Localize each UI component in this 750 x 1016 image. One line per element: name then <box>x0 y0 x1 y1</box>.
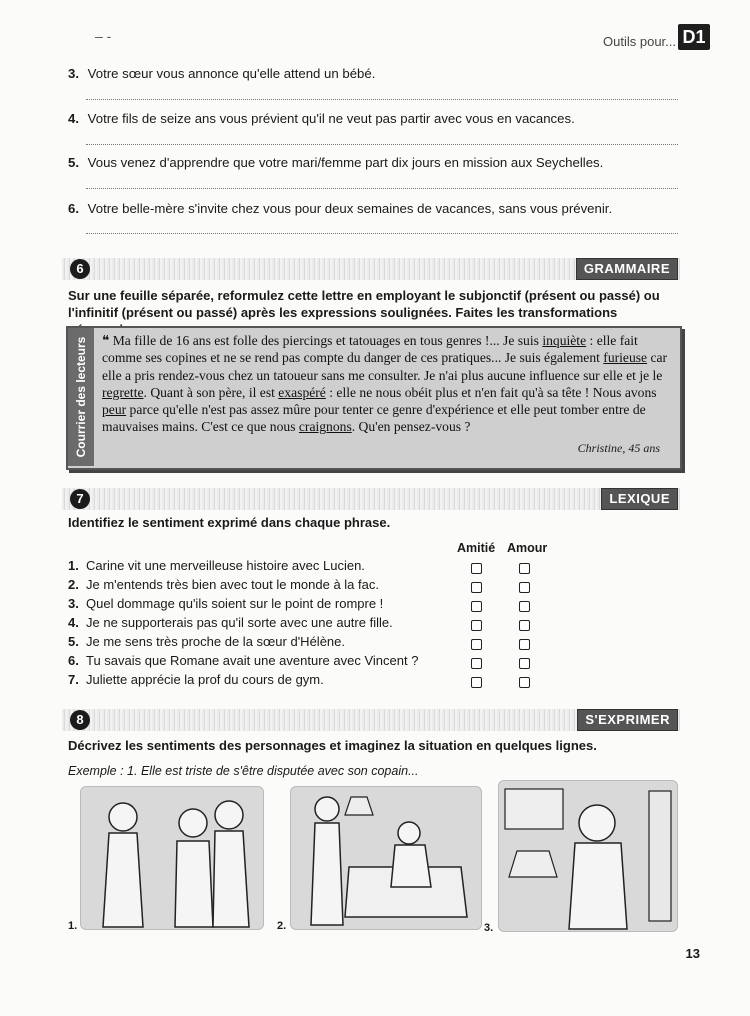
answer-line[interactable] <box>86 233 678 234</box>
underlined-expression: exaspéré <box>278 384 326 400</box>
letter-signature: Christine, 45 ans <box>577 441 660 455</box>
exercise-number-8: 8 <box>70 710 90 730</box>
figure-number: 2. <box>277 920 287 932</box>
question-number: 5. <box>68 155 79 170</box>
question-text: Votre belle-mère s'invite chez vous pour deux semaines de vacances, sans vous prévenir. <box>87 201 613 216</box>
lexique-item <box>68 577 379 592</box>
page-number: 13 <box>685 946 700 961</box>
question-4 <box>68 111 688 126</box>
checkbox-amitie[interactable] <box>471 601 482 612</box>
exercise-7-instruction: Identifiez le sentiment exprimé dans chaque phrase. <box>68 515 391 530</box>
letter-part: . Quant à son père, il est <box>143 384 279 400</box>
item-text: Quel dommage qu'ils soient sur le point de rompre ! <box>86 596 384 611</box>
answer-line[interactable] <box>86 144 678 145</box>
item-number: 1. <box>68 558 79 573</box>
item-text: Tu savais que Romane avait une aventure avec Vincent ? <box>86 653 419 668</box>
corner-mark: – - <box>95 28 112 44</box>
item-text: Je ne supporterais pas qu'il sorte avec une autre fille. <box>86 615 393 630</box>
underlined-expression: craignons <box>298 419 352 435</box>
section-label: Outils pour... <box>603 34 676 49</box>
checkbox-amour[interactable] <box>519 601 530 612</box>
item-text: Carine vit une merveilleuse histoire avec Lucien. <box>86 558 365 573</box>
checkbox-amour[interactable] <box>519 563 530 574</box>
checkbox-amitie[interactable] <box>471 563 482 574</box>
answer-line[interactable] <box>86 99 678 100</box>
letter-part: Ma fille de 16 ans est folle des piercings et tatouages en tous genres !... Je suis <box>112 333 543 348</box>
lexique-item <box>68 672 324 687</box>
letter-part: : elle ne nous obéit plus et n'en fait qu'à sa tête ! Nous avons <box>325 384 657 400</box>
item-number: 5. <box>68 634 79 649</box>
lexique-item <box>68 596 383 611</box>
letter-text <box>102 332 668 436</box>
exercise-number-6: 6 <box>70 259 90 279</box>
question-3 <box>68 66 688 81</box>
section-tag-grammaire: GRAMMAIRE <box>576 258 678 280</box>
question-number: 3. <box>68 66 79 81</box>
underlined-expression: regrette <box>102 384 144 400</box>
letter-side-label <box>68 328 94 466</box>
unit-badge: D1 <box>678 24 710 50</box>
lexique-item <box>68 558 365 573</box>
item-text: Je m'entends très bien avec tout le monde à la fac. <box>86 577 379 592</box>
question-5 <box>68 155 688 170</box>
section-bar-lexique <box>62 488 680 510</box>
letter-part: parce qu'elle n'est pas assez mûre pour tenter ce genre d'expérience et elle peut tomber entre de mauvaises mains. C'est ce que nous <box>102 402 646 435</box>
lexique-item <box>68 653 418 668</box>
checkbox-amitie[interactable] <box>471 639 482 650</box>
lexique-item <box>68 634 345 649</box>
example-text: Exemple : 1. Elle est triste de s'être disputée avec son copain... <box>68 764 419 778</box>
checkbox-amitie[interactable] <box>471 658 482 669</box>
exercise-number-7: 7 <box>70 489 90 509</box>
figure-number: 1. <box>68 920 78 932</box>
column-header-amitie: Amitié <box>457 541 496 555</box>
item-number: 6. <box>68 653 79 668</box>
item-number: 7. <box>68 672 79 687</box>
question-6 <box>68 201 688 216</box>
checkbox-amour[interactable] <box>519 677 530 688</box>
exercise-8-instruction: Décrivez les sentiments des personnages et imaginez la situation en quelques lignes. <box>68 738 597 753</box>
lexique-item <box>68 615 393 630</box>
checkbox-amour[interactable] <box>519 639 530 650</box>
section-tag-sexprimer: S'EXPRIMER <box>577 709 678 731</box>
answer-line[interactable] <box>86 188 678 189</box>
item-number: 2. <box>68 577 79 592</box>
illustration-couple <box>80 786 264 930</box>
item-text: Juliette apprécie la prof du cours de gym. <box>86 672 324 687</box>
illustration-living-room <box>290 786 482 930</box>
question-number: 6. <box>68 201 79 216</box>
section-tag-lexique: LEXIQUE <box>601 488 678 510</box>
checkbox-amour[interactable] <box>519 658 530 669</box>
underlined-expression: peur <box>102 402 127 418</box>
letter-part: : elle fait comme ses copines et ne se rend pas compte du danger de ces pratiques... Je suis également <box>102 333 638 366</box>
side-label-text: Courrier des lecteurs <box>74 336 88 458</box>
illustration-phone-call <box>498 780 678 932</box>
man-on-phone-sketch-icon <box>499 781 677 931</box>
underlined-expression: inquiète <box>542 333 587 348</box>
people-sketch-icon <box>81 787 263 929</box>
item-text: Je me sens très proche de la sœur d'Hélène. <box>86 634 345 649</box>
checkbox-amitie[interactable] <box>471 620 482 631</box>
letter-quote-icon: ❝ <box>102 333 113 348</box>
checkbox-amitie[interactable] <box>471 582 482 593</box>
checkbox-amour[interactable] <box>519 582 530 593</box>
underlined-expression: furieuse <box>603 350 648 366</box>
question-text: Vous venez d'apprendre que votre mari/femme part dix jours en mission aux Seychelles. <box>87 155 604 170</box>
column-header-amour: Amour <box>507 541 548 555</box>
question-text: Votre fils de seize ans vous prévient qu'il ne veut pas partir avec vous en vacances. <box>87 111 575 126</box>
item-number: 3. <box>68 596 79 611</box>
letter-part: car elle a pris rendez-vous chez un tatoueur sans me consulter. Je n'ai plus aucune influence sur elle et je le <box>102 350 668 383</box>
question-text: Votre sœur vous annonce qu'elle attend un bébé. <box>87 66 376 81</box>
question-number: 4. <box>68 111 79 126</box>
item-number: 4. <box>68 615 79 630</box>
exercise-6-instruction: Sur une feuille séparée, reformulez cette lettre en employant le subjonctif (présent ou passé) ou l'infinitif (présent ou passé) après les expressions soulignées. Faites les transformations <box>68 288 660 320</box>
letter-part: . Qu'en pensez-vous ? <box>351 419 471 435</box>
figure-number: 3. <box>484 922 494 934</box>
checkbox-amour[interactable] <box>519 620 530 631</box>
checkbox-amitie[interactable] <box>471 677 482 688</box>
living-room-sketch-icon <box>291 787 481 929</box>
